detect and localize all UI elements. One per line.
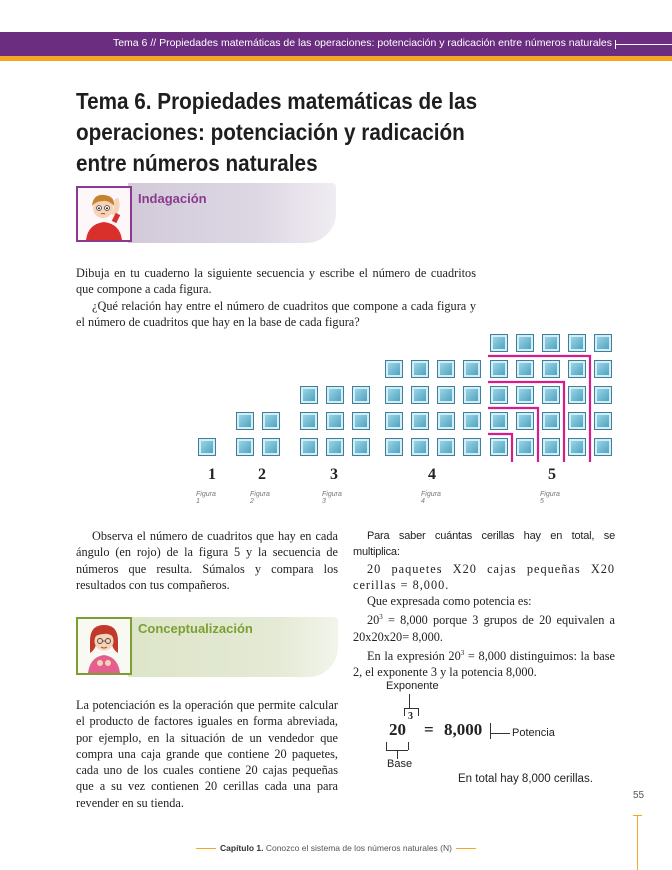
- figure-5-square: [516, 386, 534, 404]
- right-line-4: [353, 609, 615, 645]
- figure-5-square: [542, 360, 560, 378]
- figure-number: 3: [330, 466, 338, 483]
- page-footer: [0, 843, 672, 853]
- figure-4-square: [463, 412, 481, 430]
- figure-4-square: [463, 386, 481, 404]
- figure-2-square: [236, 438, 254, 456]
- page-title: [76, 86, 481, 179]
- figure-5-square: [490, 334, 508, 352]
- thinking-boy-icon: [78, 188, 130, 240]
- figure-5-square: [568, 334, 586, 352]
- observa-text: Observa el número de cuadritos que hay en cada ángulo (en rojo) de la figura 5 y la secuencia de números que resulta. Súmalos y compara los resultados con tus compañeros.: [76, 529, 338, 592]
- figure-3-square: [300, 438, 318, 456]
- figure-4-square: [437, 360, 455, 378]
- intro-paragraph: [76, 265, 476, 330]
- figure-3-square: [326, 438, 344, 456]
- figure-5-square: [516, 438, 534, 456]
- right-line-3: Que expresada como potencia es:: [367, 594, 532, 609]
- figure-4-square: [437, 386, 455, 404]
- running-title: Tema 6 // Propiedades matemáticas de las operaciones: potenciación y radicación entre números naturales: [112, 37, 612, 49]
- figure-5-square: [568, 386, 586, 404]
- diagram-base: 20: [389, 720, 406, 739]
- power-label: Potencia: [512, 727, 555, 739]
- right-column-text: [353, 528, 615, 681]
- girl-icon: [78, 619, 130, 673]
- figure-2-square: [262, 438, 280, 456]
- figure-3-square: [352, 438, 370, 456]
- right-line-1: Para saber cuántas cerillas hay en total, se multiplica:: [353, 530, 615, 559]
- exponent-label: Exponente: [386, 680, 439, 692]
- figure-3-square: [326, 386, 344, 404]
- figure-3-square: [300, 386, 318, 404]
- figure-caption: Figura 4: [421, 491, 441, 505]
- figure-caption: Figura 1: [196, 491, 216, 505]
- total-sentence: En total hay 8,000 cerillas.: [458, 773, 593, 785]
- power-diagram: [380, 676, 620, 796]
- figure-5-square: [594, 386, 612, 404]
- figure-2-square: [236, 412, 254, 430]
- indagacion-label: Indagación: [138, 191, 207, 206]
- definition-text: La potenciación es la operación que permite calcular el producto de factores iguales en forma abreviada, por ejemplo, en la situación de un vendedor que compra una caja grande que contiene 20 paquetes, cada uno de los cuales contiene 20 cajas pequeñas que a su vez contienen 20 cerillas cada una para revender en su tienda.: [76, 698, 338, 810]
- footer-title: Conozco el sistema de los números naturales (N): [263, 843, 452, 853]
- power-rest: = 8,000 porque 3 grupos de 20 equivalen a 20x20x20= 8,000.: [353, 613, 615, 644]
- figure-caption: Figura 3: [322, 491, 342, 505]
- figure-caption: Figura 2: [250, 491, 270, 505]
- figure-4-square: [411, 386, 429, 404]
- figure-4-square: [463, 438, 481, 456]
- exponent-bracket-right: [418, 708, 419, 716]
- figure-5-square: [516, 334, 534, 352]
- girl-illustration: [76, 617, 132, 675]
- figure-4-square: [437, 412, 455, 430]
- figure-5-square: [516, 360, 534, 378]
- title-line-1: Tema 6. Propiedades matemáticas de las: [76, 88, 478, 114]
- figure-4-square: [385, 412, 403, 430]
- figure-5-square: [542, 334, 560, 352]
- figure-5-square: [542, 386, 560, 404]
- figure-5-square: [594, 438, 612, 456]
- figure-4-square: [411, 438, 429, 456]
- figure-4-square: [411, 412, 429, 430]
- figure-5-square: [594, 412, 612, 430]
- figure-4-square: [411, 360, 429, 378]
- power-bracket-right: [490, 723, 491, 739]
- exponent-connector: [409, 694, 410, 708]
- thinking-boy-illustration: [76, 186, 132, 242]
- figure-5-square: [490, 386, 508, 404]
- figure-5-square: [490, 412, 508, 430]
- header-accent-strip: [0, 56, 672, 61]
- figure-number: 5: [548, 466, 556, 483]
- figure-4-square: [385, 386, 403, 404]
- conceptualizacion-label: Conceptualización: [138, 621, 253, 636]
- figure-5-square: [542, 412, 560, 430]
- figure-5-square: [568, 438, 586, 456]
- figure-3-square: [326, 412, 344, 430]
- figure-5-square: [490, 438, 508, 456]
- figure-4-square: [385, 438, 403, 456]
- figure-3-square: [352, 412, 370, 430]
- figure-number: 4: [428, 466, 436, 483]
- figure-4-square: [463, 360, 481, 378]
- figure-number: 2: [258, 466, 266, 483]
- expr-pre: En la expresión 20: [367, 649, 461, 664]
- observa-paragraph: [76, 528, 338, 593]
- base-label: Base: [387, 758, 413, 770]
- base-bracket-right: [408, 742, 409, 750]
- figure-1-square: [198, 438, 216, 456]
- figure-5-square: [594, 360, 612, 378]
- figure-5-square: [594, 334, 612, 352]
- footer-chapter: Capítulo 1.: [220, 843, 264, 853]
- diagram-power: 8,000: [444, 720, 483, 739]
- expr-rest: = 8,000 distinguimos: la base 2, el exponente 3 y la potencia 8,000.: [353, 649, 615, 680]
- footer-rule-left: [196, 848, 216, 849]
- power-base: 20: [367, 613, 380, 628]
- right-line-2: 20 paquetes X20 cajas pequeñas X20 cerillas = 8,000.: [353, 561, 615, 592]
- power-connector: [490, 733, 510, 734]
- figure-3-square: [352, 386, 370, 404]
- figure-caption: Figura 5: [540, 491, 560, 505]
- definition-paragraph: [76, 697, 338, 811]
- figure-4-square: [437, 438, 455, 456]
- figure-5-square: [542, 438, 560, 456]
- figure-3-square: [300, 412, 318, 430]
- diagram-equals: =: [424, 720, 434, 739]
- diagram-exponent: 3: [408, 711, 413, 722]
- exponent-bracket-left: [404, 708, 405, 716]
- figure-5-square: [516, 412, 534, 430]
- footer-rule-right: [456, 848, 476, 849]
- intro-text-2: ¿Qué relación hay entre el número de cuadritos que compone a cada figura y el número de cuadritos que hay en la base de cada figura?: [76, 298, 476, 329]
- figure-4-square: [385, 360, 403, 378]
- page-number: 55: [633, 790, 645, 801]
- figure-5-square: [490, 360, 508, 378]
- figure-5-square: [568, 360, 586, 378]
- figure-number: 1: [208, 466, 216, 483]
- power-exponent: 3: [379, 613, 383, 622]
- title-line-2: operaciones: potenciación y radicación: [76, 119, 465, 145]
- base-bracket-left: [386, 742, 387, 750]
- header-bar: [0, 32, 672, 56]
- intro-text-1: Dibuja en tu cuaderno la siguiente secuencia y escribe el número de cuadritos que compone a cada figura.: [76, 266, 476, 297]
- header-rule: [616, 44, 672, 45]
- title-line-3: entre números naturales: [76, 150, 318, 176]
- figure-2-square: [262, 412, 280, 430]
- figure-5-square: [568, 412, 586, 430]
- exponent-bracket-top: [404, 708, 418, 709]
- expr-exponent: 3: [460, 649, 465, 658]
